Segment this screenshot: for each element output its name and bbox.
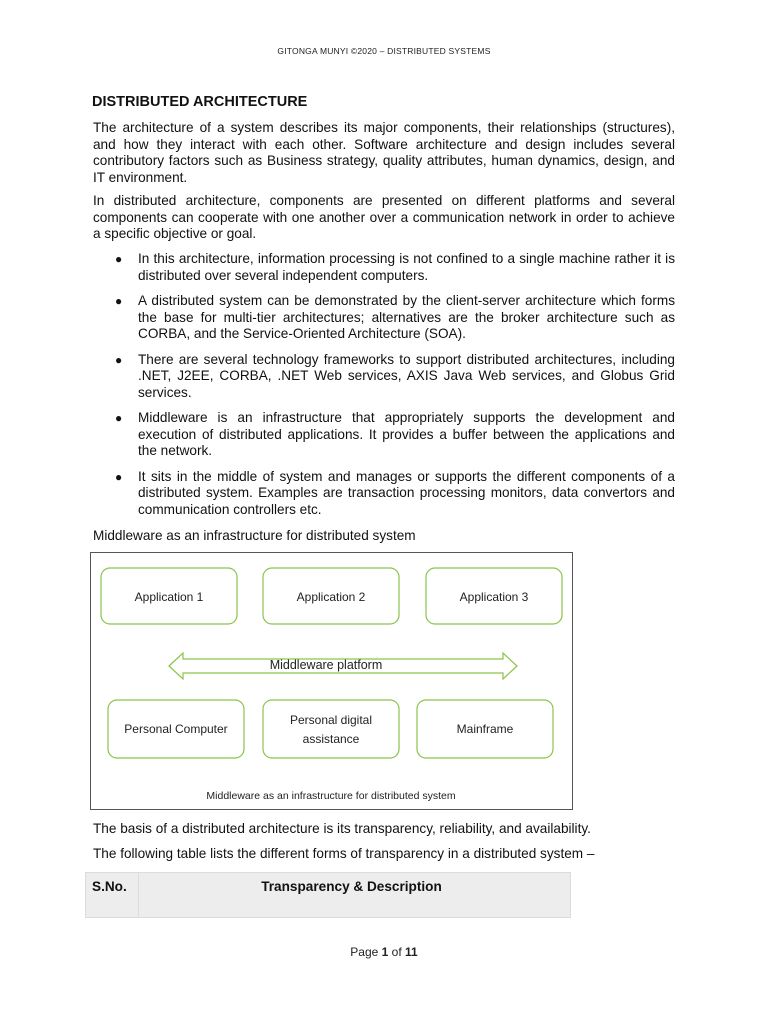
transparency-table [85, 872, 571, 918]
platform-label-pc: Personal Computer [124, 722, 228, 736]
bullet-icon: ● [115, 469, 123, 484]
page-header: GITONGA MUNYI ©2020 – DISTRIBUTED SYSTEMS [277, 46, 491, 56]
platform-label-pda-2: assistance [302, 732, 360, 746]
list-item: ● In this architecture, information processing is not confined to a single machine rather it is distributed over several independent computers. [115, 251, 675, 283]
diagram-caption: Middleware as an infrastructure for distributed system [206, 790, 456, 802]
page-total: 11 [405, 945, 418, 959]
platform-label-pda-1: Personal digital [289, 713, 373, 727]
page-current: 1 [381, 945, 389, 959]
list-item: ● It sits in the middle of system and manages or supports the different components of a distributed system. Examples are transaction processing monitors, data convertors and communication controllers etc. [115, 468, 675, 517]
platform-label-mainframe: Mainframe [456, 722, 514, 736]
page-footer: Page 1 of 11 [350, 945, 418, 959]
paragraph-architecture: The architecture of a system describes its major components, their relationships (structures), and how they interact with each other. Software architecture and design includes several contributory factors such as Business strategy, quality attributes, human dynamics, design, and IT environment. [93, 120, 675, 185]
bullet-icon: ● [115, 411, 123, 425]
table-header-description: Transparency & Description [261, 879, 442, 894]
bullet-list [93, 251, 675, 527]
paragraph-table-intro: The following table lists the different forms of transparency in a distributed system – [93, 846, 595, 861]
table-header-sno: S.No. [86, 873, 139, 917]
bullet-icon: ● [115, 294, 123, 308]
list-item: ● A distributed system can be demonstrated by the client-server architecture which forms the base for multi-tier architectures; alternatives are the broker architecture such as CORBA, and the Service-Oriented Architecture (SOA). [115, 293, 675, 341]
figure-caption: Middleware as an infrastructure for distributed system [93, 528, 416, 543]
app-label-1: Application 1 [134, 590, 204, 604]
list-item: ● Middleware is an infrastructure that appropriately supports the development and execution of distributed applications. It provides a buffer between the applications and the network. [115, 410, 675, 458]
paragraph-distributed: In distributed architecture, components are presented on different platforms and several components can cooperate with one another over a communication network in order to achieve a specific objective or goal. [93, 193, 675, 241]
section-title: DISTRIBUTED ARCHITECTURE [92, 94, 308, 110]
middleware-diagram [90, 552, 573, 810]
bullet-icon: ● [115, 252, 123, 266]
middleware-label: Middleware platform [269, 658, 383, 672]
list-item: ● There are several technology frameworks to support distributed architectures, including .NET, J2EE, CORBA, .NET Web services, AXIS Java Web services, and Globus Grid services. [115, 351, 675, 400]
platform-box-pda [263, 700, 399, 758]
app-label-2: Application 2 [296, 590, 366, 604]
bullet-icon: ● [115, 352, 123, 367]
paragraph-basis: The basis of a distributed architecture is its transparency, reliability, and availability. [93, 821, 591, 836]
app-label-3: Application 3 [459, 590, 529, 604]
